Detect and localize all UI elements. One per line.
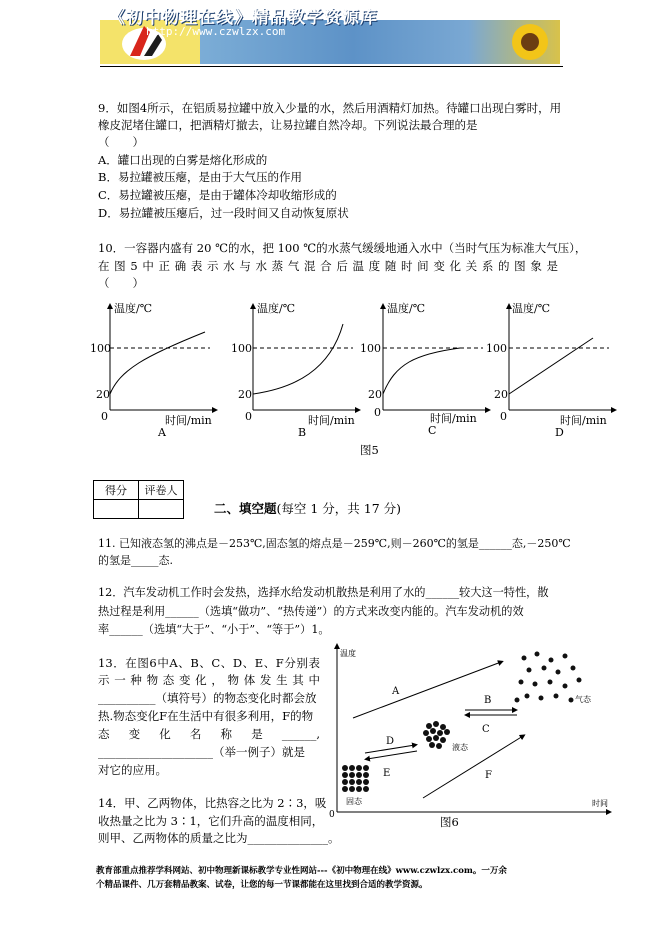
fig6-label-f: F: [485, 770, 492, 781]
fig6-label-e: E: [383, 768, 391, 779]
graph-a-origin: 0: [101, 410, 108, 423]
fig6-gas-particles: [515, 652, 582, 703]
fig6-gas-label: 气态: [575, 695, 591, 704]
q13-line2: 示一种物态变化，物体发生其中: [98, 673, 320, 687]
graph-d-t100: 100: [486, 342, 507, 355]
graph-c-xlabel: 时间/min: [430, 412, 477, 425]
graph-c-t100: 100: [360, 342, 381, 355]
graph-d: [509, 306, 614, 410]
sunflower-icon: [498, 20, 560, 64]
q13-line1: 13．在图6中A、B、C、D、E、F分别表: [98, 656, 320, 670]
fig6-xlabel: 时间: [592, 799, 608, 808]
graph-b-xlabel: 时间/min: [308, 414, 355, 427]
q10-paren: （ ）: [98, 276, 144, 290]
graph-d-ylabel: 温度/℃: [512, 302, 551, 315]
q9-paren: （ ）: [98, 135, 144, 149]
figure5-caption: 图5: [360, 443, 379, 457]
q9-option-d: D．易拉罐被压瘪后，过一段时间又自动恢复原状: [98, 206, 349, 220]
q9-option-a: A．罐口出现的白雾是熔化形成的: [98, 153, 268, 167]
graph-c-origin: 0: [374, 406, 381, 419]
fig6-origin: 0: [329, 810, 335, 820]
figure6-caption: 图6: [440, 815, 459, 829]
q9-line2: 橡皮泥堵住罐口，把酒精灯撤去，让易拉罐自然冷却。下列说法最合理的是: [98, 118, 478, 132]
header-url[interactable]: http://www.czwlzx.com: [146, 25, 286, 38]
section2-title: 二、填空题: [214, 501, 277, 516]
q13-line6: ____________________（举一例子）就是: [98, 745, 305, 759]
fig6-solid-label: 固态: [346, 797, 362, 806]
graph-c-t20: 20: [368, 388, 382, 401]
q13-line3: __________（填符号）的物态变化时都会放: [98, 691, 317, 705]
score-cell[interactable]: [94, 500, 139, 519]
q14-line1: 14．甲、乙两物体，比热容之比为 2∶3，吸: [98, 796, 327, 810]
graph-d-xlabel: 时间/min: [560, 414, 607, 427]
graph-b-t20: 20: [238, 388, 252, 401]
header-divider: [100, 66, 563, 67]
q11-line1: 11. 已知液态氢的沸点是－253℃,固态氢的熔点是－259℃,则－260℃的氢是______态,－250℃: [98, 537, 571, 550]
q12-line3: 率______（选填“大于”、“小于”、“等于”）1。: [98, 623, 330, 636]
header-title: 《初中物理在线》精品教学资源库: [108, 8, 378, 28]
q10-line2: 在图5中正确表示水与水蒸气混合后温度随时间变化关系的图象是: [98, 259, 558, 273]
graph-c-letter: C: [428, 424, 437, 437]
graph-d-letter: D: [555, 426, 564, 439]
q12-line2: 热过程是利用______（选填“做功”、“热传递”）的方式来改变内能的。汽车发动机的效: [98, 605, 524, 618]
section2-note: (每空 1 分，共 17 分): [276, 501, 402, 516]
fig6-arrow-e: [367, 751, 417, 759]
graph-b: [253, 306, 358, 410]
q10-line1: 10．一容器内盛有 20 ℃的水，把 100 ℃的水蒸气缓缓地通入水中（当时气压为标准大气压），: [98, 241, 587, 255]
fig6-label-d: D: [386, 736, 395, 747]
graph-c-ylabel: 温度/℃: [387, 302, 426, 315]
score-table: [93, 480, 184, 519]
graph-a-t100: 100: [90, 342, 111, 355]
graph-b-origin: 0: [245, 410, 252, 423]
q9-line1: 9．如图4所示，在铝质易拉罐中放入少量的水，然后用酒精灯加热。待罐口出现白雾时，用: [98, 101, 562, 115]
q9-option-b: B．易拉罐被压瘪，是由于大气压的作用: [98, 170, 302, 184]
footer-line1: 教育部重点推荐学科网站、初中物理新课标教学专业性网站---《初中物理在线》www.czwlzx.com。一万余: [96, 866, 507, 876]
grader-header: 评卷人: [139, 481, 184, 500]
graph-c: [383, 306, 488, 410]
q14-line2: 收热量之比为 3∶1，它们升高的温度相同，: [98, 814, 324, 828]
fig6-liquid-particles: [423, 721, 450, 749]
q11-line2: 的氢是_____态.: [98, 554, 173, 567]
fig6-liquid-label: 液态: [452, 743, 468, 752]
figure6: [327, 640, 617, 820]
graph-d-line: [509, 338, 593, 394]
footer-line2: 个精品课件、几万套精品教案、试卷，让您的每一节课都能在这里找到合适的教学资源。: [96, 880, 428, 890]
graph-b-t100: 100: [231, 342, 252, 355]
q13-line5: 态变化名称是______,: [98, 727, 320, 741]
graph-a-curve: [110, 332, 205, 394]
graph-b-curve: [253, 324, 343, 394]
graph-b-letter: B: [298, 426, 307, 439]
graph-c-curve: [383, 348, 460, 394]
graph-a-ylabel: 温度/℃: [114, 302, 153, 315]
fig6-solid-particles: [342, 765, 369, 792]
graph-d-t20: 20: [494, 388, 508, 401]
q13-line7: 对它的应用。: [98, 763, 167, 777]
fig6-label-b: B: [484, 695, 492, 706]
q12-line1: 12．汽车发动机工作时会发热，选择水给发动机散热是利用了水的______较大这一特性，散: [98, 586, 549, 599]
graph-a: [110, 306, 215, 410]
score-header: 得分: [94, 481, 139, 500]
grader-cell[interactable]: [139, 500, 184, 519]
q9-option-c: C．易拉罐被压瘪，是由于罐体冷却收缩形成的: [98, 188, 337, 202]
fig6-label-a: A: [392, 686, 400, 697]
graph-a-t20: 20: [96, 388, 110, 401]
q14-line3: 则甲、乙两物体的质量之比为______________。: [98, 831, 340, 845]
graph-d-origin: 0: [500, 410, 507, 423]
graph-a-letter: A: [158, 426, 166, 439]
fig6-label-c: C: [482, 724, 490, 735]
fig6-ylabel: 温度: [340, 649, 356, 658]
graph-a-xlabel: 时间/min: [165, 414, 212, 427]
q13-line4: 热.物态变化F在生活中有很多利用，F的物: [98, 709, 314, 723]
section2-heading: [214, 499, 401, 517]
graph-b-ylabel: 温度/℃: [257, 302, 296, 315]
